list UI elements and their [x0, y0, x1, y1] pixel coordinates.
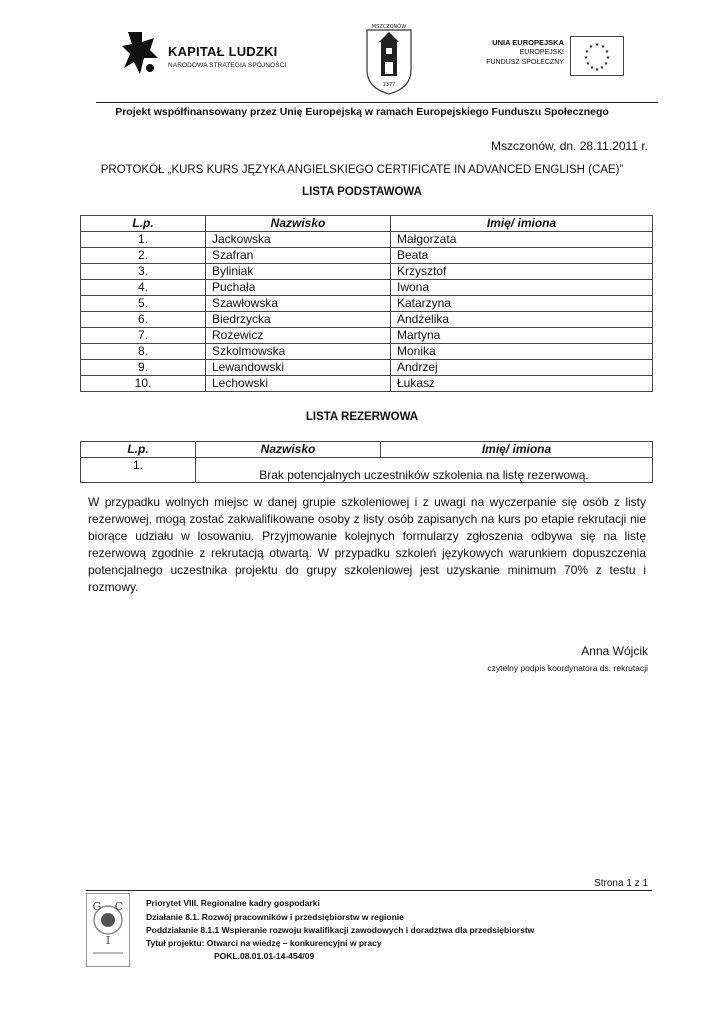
- footer-line-1: Priorytet VIII. Regionalne kadry gospodarki: [146, 898, 320, 908]
- row-name: Katarzyna: [391, 296, 653, 312]
- row-surname: Szawłowska: [206, 296, 391, 312]
- reserve-text: Brak potencjalnych uczestników szkolenia na listę rezerwową.: [196, 458, 653, 483]
- eu-line-2: EUROPEJSKI: [519, 49, 564, 56]
- row-surname: Puchała: [206, 280, 391, 296]
- svg-text:★: ★: [589, 65, 595, 71]
- gci-letter-i: I: [105, 934, 111, 947]
- row-name: Małgorzata: [391, 232, 653, 248]
- row-lp: 7.: [81, 328, 206, 344]
- svg-text:★: ★: [594, 67, 600, 73]
- svg-text:★: ★: [594, 42, 600, 48]
- row-lp: 2.: [81, 248, 206, 264]
- table-row: [81, 328, 653, 344]
- reserve-list-title: LISTA REZERWOWA: [305, 411, 419, 423]
- footer-line-3: Poddziałanie 8.1.1 Wspieranie rozwoju kwalifikacji zawodowych i doradztwa dla przedsiębiorstw: [146, 925, 535, 935]
- gci-letter-c: C: [114, 900, 124, 913]
- row-lp: 6.: [81, 312, 206, 328]
- eu-line-3: FUNDUSZ SPOŁECZNY: [486, 59, 564, 66]
- signer-name: Anna Wójcik: [581, 644, 648, 658]
- svg-text:★: ★: [585, 61, 591, 67]
- row-lp: 8.: [81, 344, 206, 360]
- row-lp: 10.: [81, 376, 206, 392]
- eu-logo: [474, 32, 624, 78]
- row-lp: 5.: [81, 296, 206, 312]
- eu-flag-icon: [570, 36, 624, 76]
- header-lp: L.p.: [81, 216, 206, 232]
- kapital-ludzki-subtitle: NARODOWA STRATEGIA SPÓJNOŚCI: [168, 62, 287, 69]
- row-name: Andrzej: [391, 360, 653, 376]
- table-row: [81, 280, 653, 296]
- row-surname: Szkolmowska: [206, 344, 391, 360]
- table-row: [81, 296, 653, 312]
- table-row: [81, 248, 653, 264]
- row-name: Beata: [391, 248, 653, 264]
- table-row: [81, 312, 653, 328]
- row-surname: Rożewicz: [206, 328, 391, 344]
- svg-text:★: ★: [583, 55, 589, 61]
- gci-emblem-icon: [87, 894, 129, 966]
- kapital-ludzki-emblem-icon: [120, 28, 164, 80]
- mszczonow-crest: [364, 22, 414, 96]
- footer-line-5: POKL.08.01.01-14-454/09: [214, 951, 315, 961]
- svg-text:★: ★: [603, 61, 609, 67]
- header-name: Imię/ imiona: [391, 216, 653, 232]
- reserve-header-name: Imię/ imiona: [381, 442, 653, 458]
- svg-text:★: ★: [588, 44, 594, 50]
- kapital-ludzki-title: KAPITAŁ LUDZKI: [168, 44, 278, 59]
- row-lp: 3.: [81, 264, 206, 280]
- row-name: Martyna: [391, 328, 653, 344]
- row-lp: 4.: [81, 280, 206, 296]
- footer-divider: [86, 890, 652, 891]
- svg-text:★: ★: [604, 49, 610, 55]
- row-surname: Biedrzycka: [206, 312, 391, 328]
- reserve-list-table: [80, 441, 653, 483]
- row-surname: Szafran: [206, 248, 391, 264]
- row-lp: 9.: [81, 360, 206, 376]
- main-list-table: [80, 215, 653, 392]
- crest-top-text: MSZCZONÓW: [371, 24, 407, 30]
- gci-logo: [86, 893, 130, 967]
- svg-text:★: ★: [605, 55, 611, 61]
- row-surname: Byliniak: [206, 264, 391, 280]
- table-row: [81, 344, 653, 360]
- table-row: [81, 264, 653, 280]
- crest-shield-icon: [364, 22, 414, 96]
- svg-text:★: ★: [599, 65, 605, 71]
- reserve-lp: 1.: [81, 458, 196, 483]
- row-lp: 1.: [81, 232, 206, 248]
- row-name: Łukasz: [391, 376, 653, 392]
- footer-line-2: Działanie 8.1. Rozwój pracowników i przedsiębiorstw w regionie: [146, 912, 404, 922]
- info-paragraph: W przypadku wolnych miejsc w danej grupie szkoleniowej i z uwagi na wyczerpanie się osób z listy rezerwowej, mogą zostać zakwalifikowane osoby z listy osób zapisanych na kurs po etapie rekrutacji nie biorące udziału w losowaniu. Przyjmowanie kolejnych formularzy zgłoszenia odbywa się na listę rezerwową zgodnie z rekrutacją otwartą. W przypadku szkoleń językowych warunkiem dopuszczenia potencjalnego uczestnika projektu do grupy szkoleniowej jest uzyskanie minimum 70% z testu i rozmowy.: [88, 495, 646, 594]
- reserve-header-lp: L.p.: [81, 442, 196, 458]
- reserve-row: [81, 458, 653, 483]
- gci-letter-g: G: [92, 900, 102, 913]
- main-list-title: LISTA PODSTAWOWA: [302, 186, 422, 198]
- row-surname: Jackowska: [206, 232, 391, 248]
- table-row: [81, 360, 653, 376]
- row-name: Andżelika: [391, 312, 653, 328]
- page-number: Strona 1 z 1: [594, 878, 648, 889]
- row-name: Krzysztof: [391, 264, 653, 280]
- crest-year-text: 1377: [382, 82, 396, 88]
- row-name: Monika: [391, 344, 653, 360]
- table-header-row: [81, 216, 653, 232]
- reserve-header-surname: Nazwisko: [196, 442, 381, 458]
- svg-text:★: ★: [600, 44, 606, 50]
- eu-line-1: UNIA EUROPEJSKA: [492, 38, 564, 47]
- row-surname: Lewandowski: [206, 360, 391, 376]
- table-row: [81, 232, 653, 248]
- header-divider: [96, 102, 658, 103]
- signer-caption: czytelny podpis koordynatora ds. rekrutacji: [487, 663, 648, 673]
- protocol-title: PROTOKÓŁ „KURS KURS JĘZYKA ANGIELSKIEGO CERTIFICATE IN ADVANCED ENGLISH (CAE)”: [100, 164, 624, 176]
- row-name: Iwona: [391, 280, 653, 296]
- table-row: [81, 376, 653, 392]
- header-surname: Nazwisko: [206, 216, 391, 232]
- svg-text:★: ★: [584, 49, 590, 55]
- reserve-header-row: [81, 442, 653, 458]
- project-cofinance-line: Projekt współfinansowany przez Unię Europejską w ramach Europejskiego Funduszu Społecznego: [115, 106, 609, 118]
- document-date: Mszczonów, dn. 28.11.2011 r.: [491, 139, 648, 153]
- footer-line-4: Tytuł projektu: Otwarci na wiedzę – konkurencyjni w pracy: [146, 938, 382, 948]
- row-surname: Lechowski: [206, 376, 391, 392]
